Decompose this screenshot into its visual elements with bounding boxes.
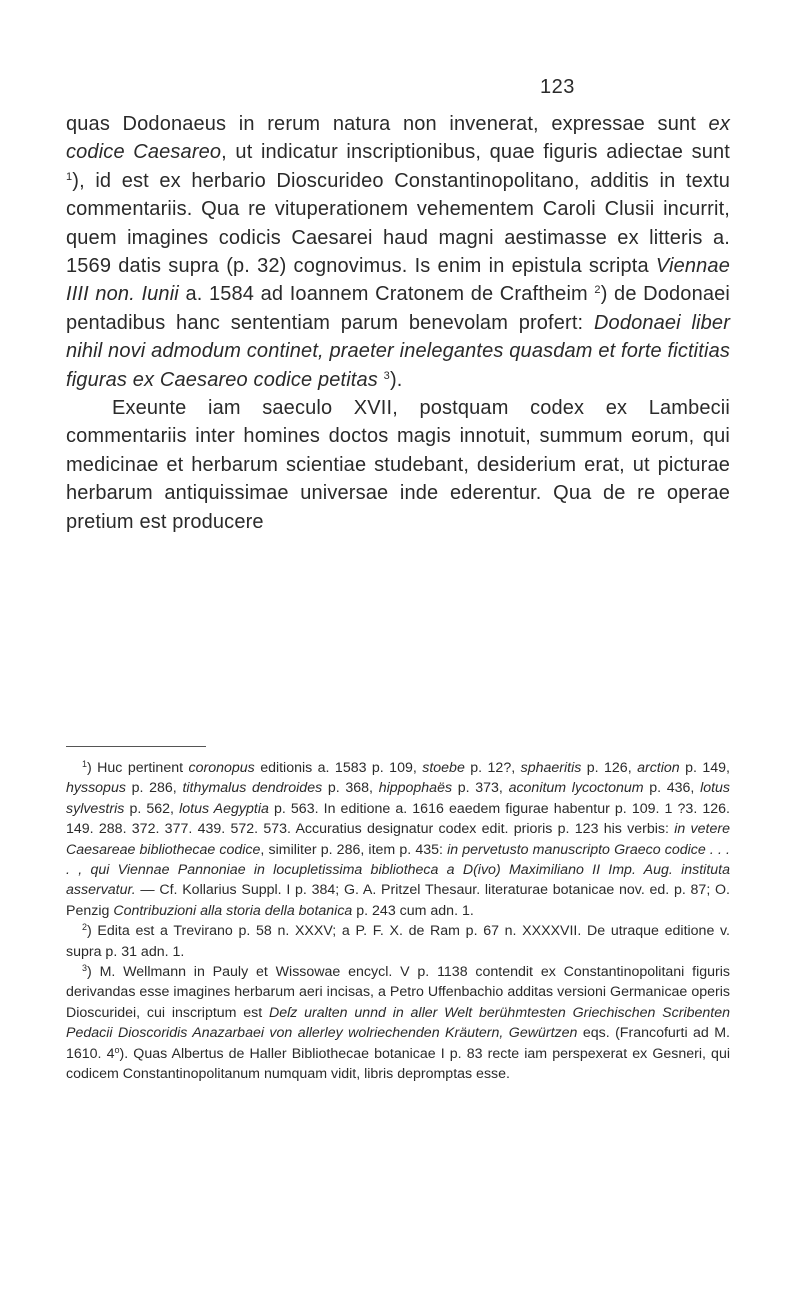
footnote-ref-3: 3 (383, 369, 390, 382)
footnote-2: $^2$) Edita est a Trevirano p. 58 n. XXXV; a P. F. X. de Ram p. 67 n. XXXXVII. De utraque editione v. supra p. 31 adn. 1. (66, 922, 730, 960)
footnotes (66, 758, 730, 1085)
main-text (66, 110, 730, 536)
page-number: 123 (540, 76, 575, 98)
paragraph-1: quas Dodonaeus in rerum natura non invenerat, expressae sunt ex codice Caesareo, ut indicatur inscriptionibus, quae figuris adiectae sunt $^1$), id est ex herbario Dioscurideo Constantinopolitano, additis in textu commentariis. Qua re vituperationem vehementem Caroli Clusii incurrit, quem imagines codicis Caesarei haud magni aestimasse ex litteris a. 1569 datis supra (p. 32) cognovimus. Is enim in epistula scripta Viennae IIII non. Iunii a. 1584 ad Ioannem Cratonem de Craftheim $^2$) de Dodonaei pentadibus hanc sententiam parum benevolam profert: Dodonaei liber nihil novi admodum continet, praeter inelegantes quasdam et forte fictitias figuras ex Caesareo codice petitas $^3$). (66, 113, 731, 391)
footnote-3: $^3$) M. Wellmann in Pauly et Wissowae encycl. V p. 1138 contendit ex Constantinopolitani figuris derivandas esse imagines herbarum aeri incisas, a Petro Uffenbachio additas versioni Germanicae operis Dioscuridei, cui inscriptum est Deſz uralten unnd in aller Welt berühmtesten Griechischen Scribenten Pedacii Dioscoridis Anazarbaei von allerley wolriechenden Kräutern, Gewürtzen eqs. (Francofurti ad M. 1610. 4$^o$). Quas Albertus de Haller Bibliothecae botanicae I p. 83 recte iam perspexerat ex Gesneri, qui codicem Constantinopolitanum numquam vidit, libris depromptas esse. (66, 963, 731, 1083)
footnote-1: $^1$) Huc pertinent coronopus editionis a. 1583 p. 109, stoebe p. 12?, sphaeritis p. 126, arction p. 149, hyssopus p. 286, tithymalus dendroides p. 368, hippophaës p. 373, aconitum lycoctonum p. 436, lotus sylvestris p. 562, lotus Aegyptia p. 563. In editione a. 1616 eaedem figurae habentur p. 109. 1 ?3. 126. 149. 288. 372. 377. 439. 572. 573. Accuratius designatur codex edit. prioris p. 123 his verbis: in vetere Caesareae bibliothecae codice, similiter p. 286, item p. 435: in pervetusto manuscripto Graeco codice . . . . , qui Viennae Pannoniae in locupletissima bibliotheca a D(ivo) Maximiliano II Imp. Aug. instituta asservatur. — Cf. Kollarius Suppl. I p. 384; G. A. Pritzel Thesaur. literaturae botanicae nov. ed. p. 87; O. Penzig Contribuzioni alla storia della botanica p. 243 cum adn. 1. (66, 759, 731, 919)
paragraph-2: Exeunte iam saeculo XVII, postquam codex ex Lambecii commentariis inter homines doctos magis innotuit, summum eorum, qui medicinae et herbarum scientiae studebant, desiderium erat, ut picturae herbarum antiquissimae universae inde ederentur. Qua de re operae pretium est producere (66, 397, 730, 533)
footnote-divider (66, 746, 206, 747)
footnote-ref-1: 1 (66, 170, 73, 183)
footnote-ref-2: 2 (594, 284, 601, 297)
